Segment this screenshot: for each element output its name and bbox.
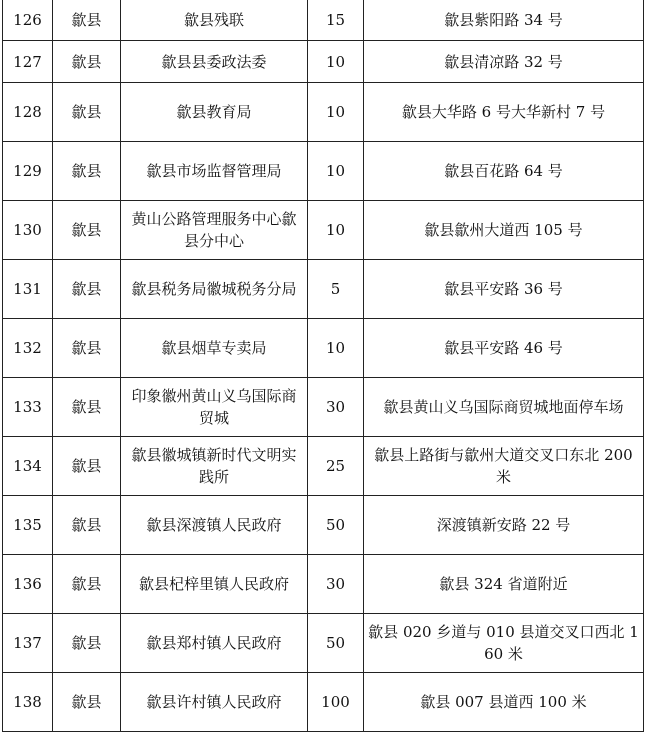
count-cell: 15 bbox=[308, 0, 364, 41]
address-cell: 歙县清凉路 32 号 bbox=[364, 41, 644, 83]
row-number: 135 bbox=[3, 496, 53, 555]
county-cell: 歙县 bbox=[53, 201, 121, 260]
county-cell: 歙县 bbox=[53, 142, 121, 201]
row-number: 133 bbox=[3, 378, 53, 437]
row-number: 138 bbox=[3, 673, 53, 732]
table-row bbox=[3, 201, 644, 260]
county-cell: 歙县 bbox=[53, 0, 121, 41]
count-cell: 10 bbox=[308, 201, 364, 260]
row-number: 134 bbox=[3, 437, 53, 496]
row-number: 130 bbox=[3, 201, 53, 260]
address-cell: 歙县上路街与歙州大道交叉口东北 200 米 bbox=[364, 437, 644, 496]
charging-locations-table bbox=[2, 0, 644, 732]
county-cell: 歙县 bbox=[53, 260, 121, 319]
organization-cell: 印象徽州黄山义乌国际商贸城 bbox=[121, 378, 308, 437]
table-row bbox=[3, 673, 644, 732]
count-cell: 50 bbox=[308, 614, 364, 673]
county-cell: 歙县 bbox=[53, 555, 121, 614]
address-cell: 歙县歙州大道西 105 号 bbox=[364, 201, 644, 260]
address-cell: 歙县大华路 6 号大华新村 7 号 bbox=[364, 83, 644, 142]
count-cell: 100 bbox=[308, 673, 364, 732]
table-row bbox=[3, 41, 644, 83]
row-number: 136 bbox=[3, 555, 53, 614]
address-cell: 歙县 324 省道附近 bbox=[364, 555, 644, 614]
row-number: 127 bbox=[3, 41, 53, 83]
row-number: 126 bbox=[3, 0, 53, 41]
table-row bbox=[3, 555, 644, 614]
organization-cell: 歙县残联 bbox=[121, 0, 308, 41]
table-row bbox=[3, 437, 644, 496]
organization-cell: 歙县徽城镇新时代文明实践所 bbox=[121, 437, 308, 496]
table-row bbox=[3, 319, 644, 378]
organization-cell: 歙县郑村镇人民政府 bbox=[121, 614, 308, 673]
row-number: 131 bbox=[3, 260, 53, 319]
count-cell: 10 bbox=[308, 83, 364, 142]
count-cell: 10 bbox=[308, 142, 364, 201]
county-cell: 歙县 bbox=[53, 437, 121, 496]
address-cell: 歙县 007 县道西 100 米 bbox=[364, 673, 644, 732]
table-row bbox=[3, 496, 644, 555]
row-number: 137 bbox=[3, 614, 53, 673]
address-cell: 深渡镇新安路 22 号 bbox=[364, 496, 644, 555]
table-row bbox=[3, 83, 644, 142]
organization-cell: 黄山公路管理服务中心歙县分中心 bbox=[121, 201, 308, 260]
count-cell: 50 bbox=[308, 496, 364, 555]
county-cell: 歙县 bbox=[53, 673, 121, 732]
county-cell: 歙县 bbox=[53, 41, 121, 83]
organization-cell: 歙县深渡镇人民政府 bbox=[121, 496, 308, 555]
address-cell: 歙县百花路 64 号 bbox=[364, 142, 644, 201]
table-row bbox=[3, 260, 644, 319]
table-row bbox=[3, 142, 644, 201]
count-cell: 10 bbox=[308, 41, 364, 83]
row-number: 128 bbox=[3, 83, 53, 142]
count-cell: 30 bbox=[308, 378, 364, 437]
count-cell: 30 bbox=[308, 555, 364, 614]
county-cell: 歙县 bbox=[53, 378, 121, 437]
county-cell: 歙县 bbox=[53, 614, 121, 673]
address-cell: 歙县平安路 46 号 bbox=[364, 319, 644, 378]
organization-cell: 歙县税务局徽城税务分局 bbox=[121, 260, 308, 319]
table-row bbox=[3, 378, 644, 437]
county-cell: 歙县 bbox=[53, 83, 121, 142]
organization-cell: 歙县许村镇人民政府 bbox=[121, 673, 308, 732]
county-cell: 歙县 bbox=[53, 496, 121, 555]
count-cell: 5 bbox=[308, 260, 364, 319]
row-number: 132 bbox=[3, 319, 53, 378]
address-cell: 歙县黄山义乌国际商贸城地面停车场 bbox=[364, 378, 644, 437]
organization-cell: 歙县杞梓里镇人民政府 bbox=[121, 555, 308, 614]
count-cell: 25 bbox=[308, 437, 364, 496]
address-cell: 歙县紫阳路 34 号 bbox=[364, 0, 644, 41]
address-cell: 歙县 020 乡道与 010 县道交叉口西北 160 米 bbox=[364, 614, 644, 673]
row-number: 129 bbox=[3, 142, 53, 201]
county-cell: 歙县 bbox=[53, 319, 121, 378]
organization-cell: 歙县教育局 bbox=[121, 83, 308, 142]
organization-cell: 歙县市场监督管理局 bbox=[121, 142, 308, 201]
organization-cell: 歙县烟草专卖局 bbox=[121, 319, 308, 378]
table-row bbox=[3, 0, 644, 41]
organization-cell: 歙县县委政法委 bbox=[121, 41, 308, 83]
address-cell: 歙县平安路 36 号 bbox=[364, 260, 644, 319]
table-row bbox=[3, 614, 644, 673]
count-cell: 10 bbox=[308, 319, 364, 378]
